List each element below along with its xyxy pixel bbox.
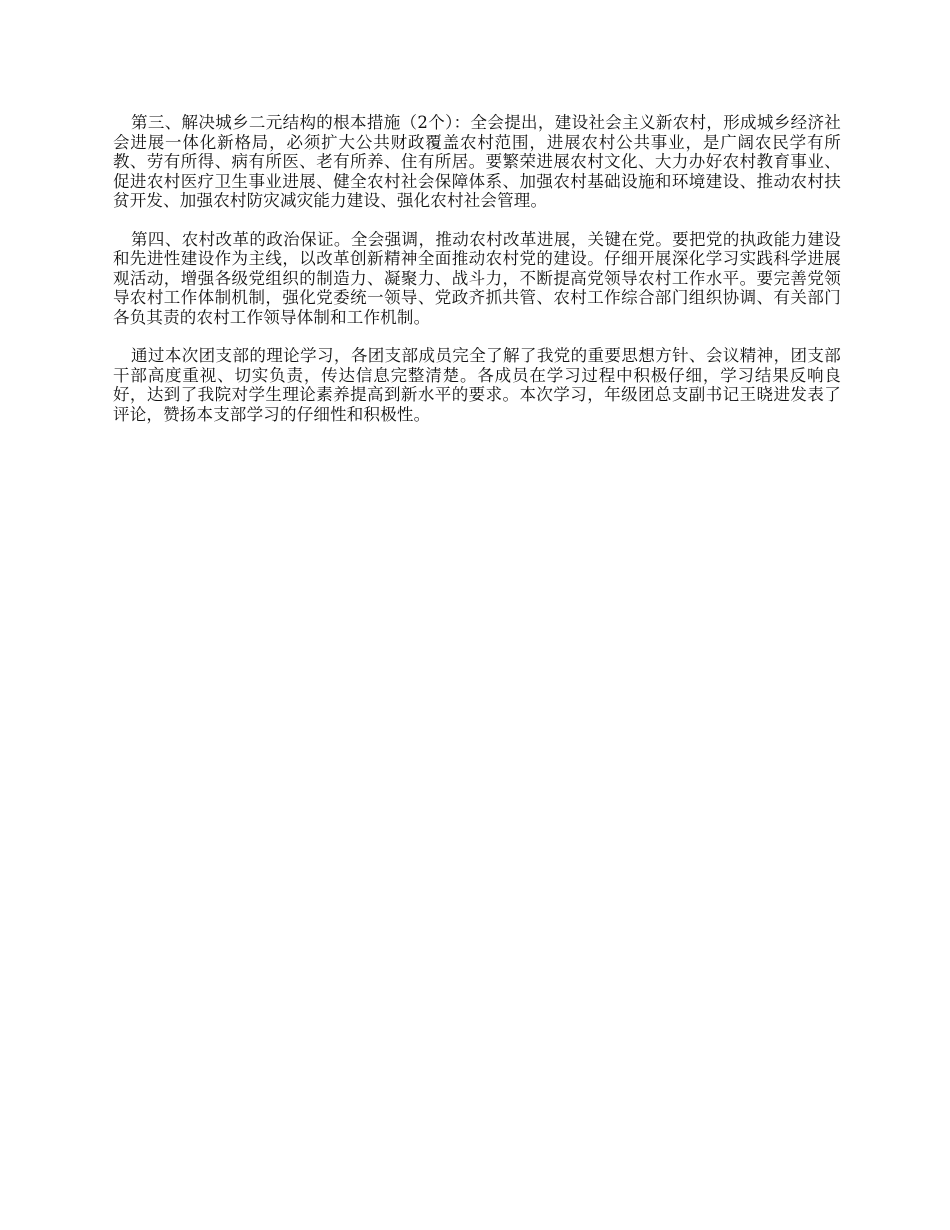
paragraph-third-measures: 第三、解决城乡二元结构的根本措施（2个）：全会提出，建设社会主义新农村，形成城乡经济社会进展一体化新格局，必须扩大公共财政覆盖农村范围，进展农村公共事业，是广阔农民学有所教、劳有所得、病有所医、老有所养、住有所居。要繁荣进展农村文化、大力办好农村教育事业、促进农村医疗卫生事业进展、健全农村社会保障体系、加强农村基础设施和环境建设、推动农村扶贫开发、加强农村防灾减灾能力建设、强化农村社会管理。 (113, 113, 841, 210)
paragraph-fourth-political-guarantee: 第四、农村改革的政治保证。全会强调，推动农村改革进展，关键在党。要把党的执政能力建设和先进性建设作为主线，以改革创新精神全面推动农村党的建设。仔细开展深化学习实践科学进展观活动，增强各级党组织的制造力、凝聚力、战斗力，不断提高党领导农村工作水平。要完善党领导农村工作体制机制，强化党委统一领导、党政齐抓共管、农村工作综合部门组织协调、有关部门各负其责的农村工作领导体制和工作机制。 (113, 229, 841, 327)
paragraph-study-summary: 通过本次团支部的理论学习，各团支部成员完全了解了我党的重要思想方针、会议精神，团支部干部高度重视、切实负责，传达信息完整清楚。各成员在学习过程中积极仔细，学习结果反响良好，达到了我院对学生理论素养提高到新水平的要求。本次学习，年级团总支副书记王晓进发表了评论，赞扬本支部学习的仔细性和积极性。 (113, 346, 841, 424)
document-body (113, 113, 841, 443)
